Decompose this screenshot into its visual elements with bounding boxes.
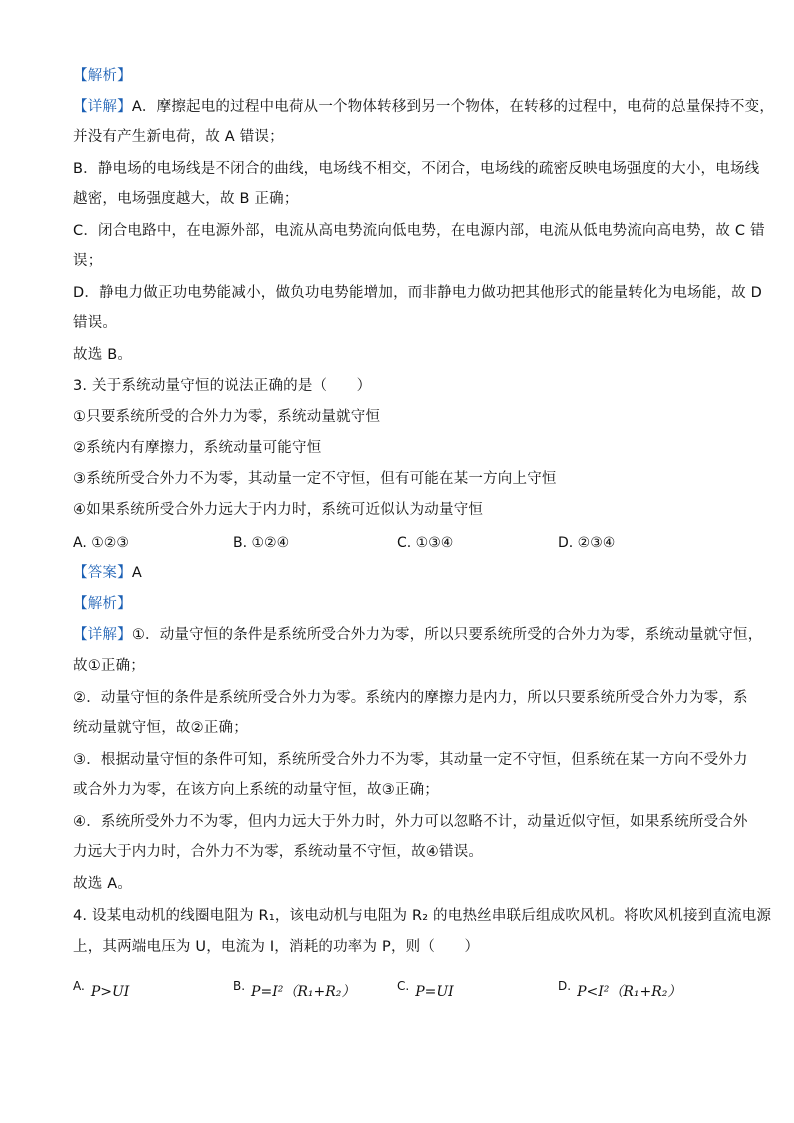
detail-line: B．静电场的电场线是不闭合的曲线，电场线不相交，不闭合，电场线的疏密反映电场强度的大小，电场线 <box>73 161 760 177</box>
detail-text: A．摩擦起电的过程中电荷从一个物体转移到另一个物体，在转移的过程中，电荷的总量保持不变， <box>131 99 775 115</box>
detail-line: 误； <box>73 253 103 269</box>
answer-value: A <box>131 565 142 581</box>
choice-a: A. ①②③ <box>73 535 129 551</box>
detail-line: ④．系统所受外力不为零，但内力远大于外力时，外力可以忽略不计，动量近似守恒，如果系统所受合外 <box>73 814 748 830</box>
detail-line: 并没有产生新电荷，故 A 错误； <box>73 129 284 145</box>
choice-label: C. <box>397 979 410 993</box>
analysis-tag: 【解析】 <box>73 596 132 612</box>
choice-label: B. <box>233 979 246 993</box>
detail-line <box>73 97 775 117</box>
detail-tag: 【详解】 <box>73 627 132 643</box>
choice-c: C. ①③④ <box>397 535 454 551</box>
detail-line: 越密，电场强度越大，故 B 正确； <box>73 191 299 207</box>
detail-line: ③．根据动量守恒的条件可知，系统所受合外力不为零，其动量一定不守恒，但系统在某一方向不受外力 <box>73 752 748 768</box>
question-4-stem-line-1: 4. 设某电动机的线圈电阻为 R₁，该电动机与电阻为 R₂ 的电热丝串联后组成吹风机。将吹风机接到直流电源 <box>73 908 772 924</box>
choice-formula: P=UI <box>415 984 454 1000</box>
detail-line: 错误。 <box>73 315 118 331</box>
detail-tag: 【详解】 <box>73 99 132 115</box>
choice-d: D. ②③④ <box>558 535 616 551</box>
detail-line: 统动量就守恒，故②正确； <box>73 720 248 736</box>
analysis-heading <box>73 66 733 86</box>
detail-line <box>73 625 763 645</box>
detail-text: ①．动量守恒的条件是系统所受合外力为零，所以只要系统所受的合外力为零，系统动量就守恒， <box>131 627 763 643</box>
detail-line: ②．动量守恒的条件是系统所受合外力为零。系统内的摩擦力是内力，所以只要系统所受合外力为零，系 <box>73 690 748 706</box>
choice-formula: P<I²（R₁+R₂） <box>577 984 682 1000</box>
detail-line: C．闭合电路中，在电源外部，电流从高电势流向低电势，在电源内部，电流从低电势流向高电势，故 C 错 <box>73 223 765 239</box>
detail-line: D．静电力做正功电势能减小，做负功电势能增加，而非静电力做功把其他形式的能量转化为电场能，故 D <box>73 285 763 301</box>
choice-label: D. <box>558 979 572 993</box>
answer-tag: 【答案】 <box>73 565 132 581</box>
q4-choice-a <box>73 976 129 1002</box>
conclusion-line: 故选 B。 <box>73 347 133 363</box>
statement-2: ②系统内有摩擦力，系统动量可能守恒 <box>73 440 322 456</box>
q4-choice-c <box>397 976 454 1002</box>
choice-formula: P>UI <box>90 984 130 1000</box>
question-3-stem: 3. 关于系统动量守恒的说法正确的是（ ） <box>73 378 372 394</box>
choice-b: B. ①②④ <box>233 535 290 551</box>
q4-choice-b <box>233 976 355 1002</box>
analysis-heading <box>73 594 733 614</box>
detail-line: 或合外力为零，在该方向上系统的动量守恒，故③正确； <box>73 782 439 798</box>
statement-1: ①只要系统所受的合外力为零，系统动量就守恒 <box>73 409 381 425</box>
choice-formula: P=I²（R₁+R₂） <box>251 984 356 1000</box>
detail-line: 故①正确； <box>73 658 145 674</box>
answer-line <box>73 563 733 583</box>
question-4-stem-line-2: 上，其两端电压为 U，电流为 I，消耗的功率为 P，则（ ） <box>73 939 480 955</box>
analysis-tag: 【解析】 <box>73 68 132 84</box>
conclusion-line: 故选 A。 <box>73 876 133 892</box>
detail-line: 力远大于内力时，合外力不为零，系统动量不守恒，故④错误。 <box>73 844 484 860</box>
statement-4: ④如果系统所受合外力远大于内力时，系统可近似认为动量守恒 <box>73 502 484 518</box>
choice-label: A. <box>73 979 85 993</box>
statement-3: ③系统所受合外力不为零，其动量一定不守恒，但有可能在某一方向上守恒 <box>73 471 557 487</box>
q4-choice-d <box>558 976 681 1002</box>
